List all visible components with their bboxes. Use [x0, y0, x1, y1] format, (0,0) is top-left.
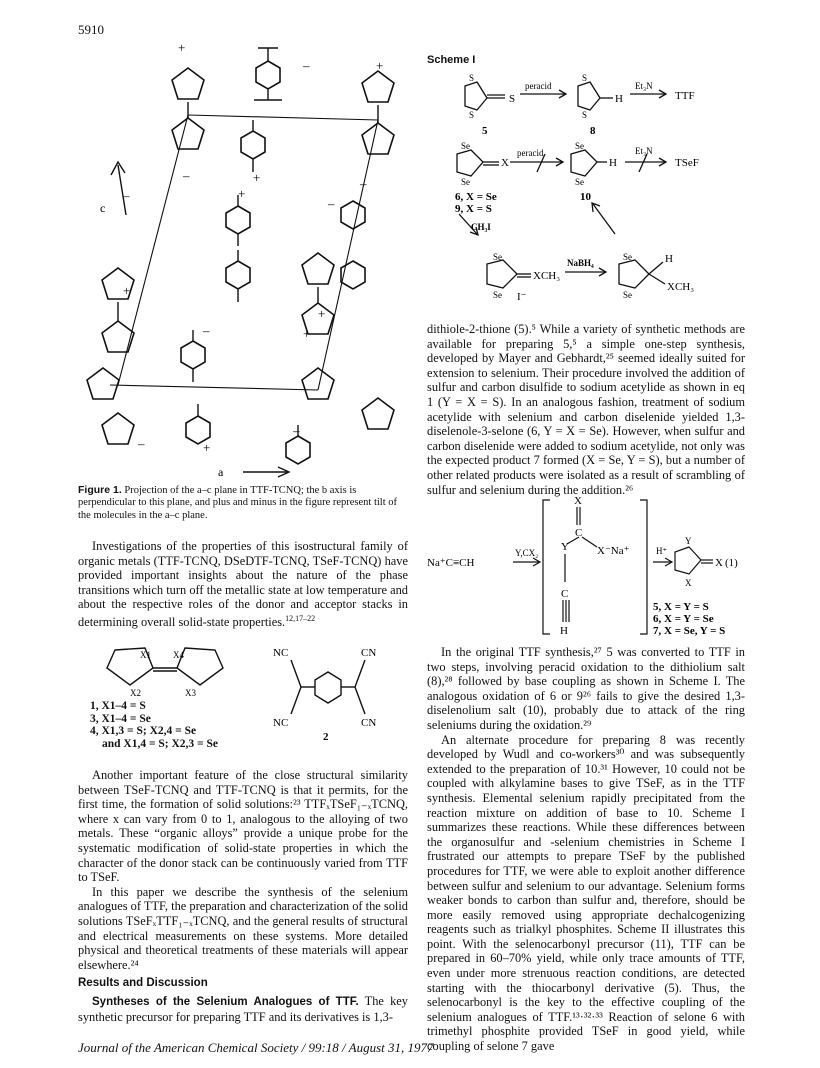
- svg-text:8: 8: [590, 125, 596, 137]
- svg-text:TSeF: TSeF: [675, 157, 699, 169]
- svg-text:6, X = Se: 6, X = Se: [455, 191, 497, 203]
- svg-text:+: +: [253, 170, 261, 185]
- svg-text:Et₃N: Et₃N: [635, 81, 653, 91]
- svg-text:CH₃I: CH₃I: [471, 222, 491, 232]
- svg-text:–: –: [360, 176, 367, 191]
- equation-1: [427, 492, 747, 642]
- figure-1-caption: [78, 484, 408, 522]
- svg-text:H: H: [665, 253, 673, 265]
- svg-text:Se: Se: [493, 290, 502, 300]
- journal-footer: Journal of the American Chemical Society / 99:18 / August 31, 1977: [78, 1040, 434, 1055]
- svg-text:–: –: [303, 58, 310, 73]
- scheme-1-reactions: [425, 62, 745, 312]
- svg-text:Se: Se: [623, 290, 632, 300]
- svg-text:+: +: [203, 440, 211, 455]
- figure-1-caption-text: Projection of the a–c plane in TTF-TCNQ; the b axis is perpendicular to this plane, and plus and minus in the figure represent tilt of the molecules in the a–c plane.: [78, 485, 397, 521]
- svg-text:NC: NC: [273, 647, 289, 659]
- svg-text:Se: Se: [493, 252, 502, 262]
- svg-text:Se: Se: [461, 177, 470, 187]
- structure-legend: 1, X1–4 = S 3, X1–4 = Se 4, X1,3 = S; X2,4 = Se and X1,4 = S; X2,3 = Se: [90, 700, 218, 750]
- svg-text:+: +: [303, 326, 311, 341]
- right-column-body: [427, 645, 745, 1054]
- svg-text:C: C: [575, 527, 583, 539]
- svg-text:S: S: [582, 73, 588, 83]
- svg-text:X1: X1: [140, 650, 151, 660]
- svg-text:X: X: [685, 578, 692, 588]
- axis-c-label: c: [100, 201, 106, 215]
- figure-1-label: Figure 1.: [78, 484, 122, 496]
- svg-text:5: 5: [482, 125, 488, 137]
- svg-text:Na⁺C≡CH: Na⁺C≡CH: [427, 557, 475, 569]
- svg-text:XCH₃: XCH₃: [667, 281, 695, 293]
- svg-text:Y: Y: [685, 536, 692, 546]
- svg-text:–: –: [328, 196, 335, 211]
- svg-text:X: X: [501, 157, 509, 169]
- svg-text:CN: CN: [361, 717, 377, 729]
- svg-text:–: –: [293, 423, 300, 438]
- paragraph-alternate-procedure: An alternate procedure for preparing 8 was recently developed by Wudl and co-workers³⁰ and was subsequently extended to the preparation of 10.³¹ However, 10 could not be coupled with alkylamine bases to give TSeF, as in the TTF synthesis. Elemental selenium rapidly precipitated from the reaction mixture on addition of base to 10. Scheme I summarizes these reactions. While these differences between the organosulfur and -selenium chemistries in Scheme I frustrated our attempts to prepare TSeF by the published procedures for TTF, we were able to exploit another difference between sulfur and selenium to our advantage. Selenium forms weaker bonds to carbon than sulfur and, therefore, should be more easily removed using appropriate dechalcogenizing reagents such as trialkyl phosphites. Scheme II illustrates this point. With the selenocarbonyl precursor (11), TTF can be prepared in 60–70% yield, while only trace amounts of TTF, even under more strenuous reaction conditions, are detected starting with the thiocarbonyl derivative (5). Thus, the selenocarbonyl is the key to the effective coupling of the selenium analogues of TTF.¹³·³²·³³ Reaction of selone 6 with trimethyl phosphite provided TSeF in good yield, while coupling of selone 7 gave: [427, 732, 745, 1054]
- svg-text:X⁻Na⁺: X⁻Na⁺: [597, 545, 630, 557]
- svg-text:+: +: [238, 186, 246, 201]
- svg-text:Se: Se: [575, 141, 584, 151]
- paragraph-dithiole-thione: dithiole-2-thione (5).⁵ While a variety of synthetic methods are available for preparing 5,⁵ a simple one-step synthesis, developed by Mayer and Gebhardt,²⁵ seemed ideally suited for extension to selenium. Their procedure involved the addition of sulfur and carbon disulfide to sodium acetylide as shown in eq 1 (Y = X = S). In an analogous fashion, treatment of sodium acetylide with selenium and carbon diselenide yielded 1,3-diselenole-3-selone (6, Y = X = Se). However, when sulfur and carbon diselenide were added to sodium acetylide, not only was the expected product 7 formed (X = Se, Y = S), but a number of other related products were isolated as a result of scrambling of sulfur and selenium during the addition.²⁶: [427, 322, 745, 497]
- svg-text:NaBH₄: NaBH₄: [567, 258, 594, 268]
- svg-text:XCH₃: XCH₃: [533, 270, 561, 282]
- svg-text:TTF: TTF: [675, 90, 695, 102]
- svg-text:H⁺: H⁺: [656, 546, 668, 556]
- svg-text:Se: Se: [623, 252, 632, 262]
- svg-text:6, X = Y = Se: 6, X = Y = Se: [653, 613, 714, 625]
- svg-text:10: 10: [580, 191, 591, 203]
- svg-text:I⁻: I⁻: [517, 291, 527, 303]
- svg-text:+: +: [318, 306, 326, 321]
- svg-text:H: H: [609, 157, 617, 169]
- svg-text:+: +: [178, 40, 186, 55]
- svg-text:Y,CX₂: Y,CX₂: [515, 548, 539, 558]
- paragraph-solid-solutions: Another important feature of the close structural similarity between TSeF-TCNQ and TTF-TCNQ is that it permits, for the first time, the formation of solid solutions:²³ TTFₓTSeF₁₋ₓTCNQ, where x can vary from 0 to 1, analogous to the alloying of two metals. These “organic alloys” provide a unique probe for the systematic modification of solid-state properties in which the character of the donor stack can be continuously varied from TTF to TSeF.: [78, 768, 408, 885]
- left-column-intro: [78, 539, 408, 630]
- axis-a-label: a: [218, 465, 224, 479]
- svg-text:Y: Y: [561, 541, 569, 553]
- svg-text:S: S: [509, 93, 516, 105]
- paragraph-this-paper: In this paper we describe the synthesis of the selenium analogues of TTF, the preparation and characterization of the solid solutions TSeFₓTTF₁₋ₓTCNQ, and the general results of structural and electrical measurements on these systems. More detailed physical and theoretical treatments of these materials will appear elsewhere.²⁴: [78, 884, 408, 972]
- svg-text:CN: CN: [361, 647, 377, 659]
- scheme-1-title: Scheme I: [427, 54, 476, 66]
- svg-text:C: C: [561, 588, 569, 600]
- svg-text:9, X = S: 9, X = S: [455, 203, 492, 215]
- svg-text:–: –: [183, 168, 190, 183]
- paragraph-syntheses: Syntheses of the Selenium Analogues of TTF. The key synthetic precursor for preparing TTF and its derivatives is 1,3-: [78, 993, 408, 1024]
- svg-text:H: H: [615, 93, 623, 105]
- right-column-top: [427, 322, 745, 497]
- svg-text:Et₃N: Et₃N: [635, 146, 653, 156]
- svg-text:S: S: [469, 73, 475, 83]
- figure-1-crystal-projection: [78, 40, 418, 480]
- svg-text:S: S: [582, 110, 588, 120]
- svg-text:–: –: [123, 188, 130, 203]
- svg-text:X3: X3: [185, 688, 196, 698]
- paragraph-organic-metals: Investigations of the properties of this isostructural family of organic metals (TTF-TCNQ, DSeDTF-TCNQ, TSeF-TCNQ) have provided important insights about the nature of the phase transitions which turn off the metallic state at low temperature and about the respective roles of the donor and acceptor stacks in determining overall solid-state properties.$^{12,17-22}$: [78, 539, 408, 630]
- svg-text:5, X = Y = S: 5, X = Y = S: [653, 601, 709, 613]
- svg-text:X2: X2: [130, 688, 141, 698]
- svg-text:X: X: [715, 557, 723, 569]
- svg-text:NC: NC: [273, 717, 289, 729]
- svg-text:peracid: peracid: [517, 148, 544, 158]
- left-column-body: [78, 768, 408, 1024]
- svg-text:X4: X4: [173, 650, 184, 660]
- svg-text:H: H: [560, 625, 568, 637]
- paragraph-original-synthesis: In the original TTF synthesis,²⁷ 5 was converted to TTF in two steps, involving peracid oxidation to the dithiolium salt (8),²⁸ followed by base coupling as shown in Scheme I. The analogous oxidation of 6 or 9²⁶ fails to give the desired 1,3-diselenolium salt (10), probably due to attack of the ring seleniums during the oxidation.²⁹: [427, 645, 745, 732]
- page-number: 5910: [78, 22, 104, 37]
- svg-text:Se: Se: [461, 141, 470, 151]
- tcnq-compound-number: 2: [323, 731, 329, 743]
- svg-text:+: +: [376, 58, 384, 73]
- svg-text:peracid: peracid: [525, 81, 552, 91]
- svg-text:S: S: [469, 110, 475, 120]
- svg-text:–: –: [203, 323, 210, 338]
- svg-text:(1): (1): [725, 557, 738, 569]
- svg-text:–: –: [138, 436, 145, 451]
- svg-text:7, X = Se, Y = S: 7, X = Se, Y = S: [653, 625, 726, 637]
- svg-text:Se: Se: [575, 177, 584, 187]
- svg-text:+: +: [123, 283, 131, 298]
- svg-text:X: X: [574, 495, 582, 507]
- section-heading: Results and Discussion: [78, 977, 208, 990]
